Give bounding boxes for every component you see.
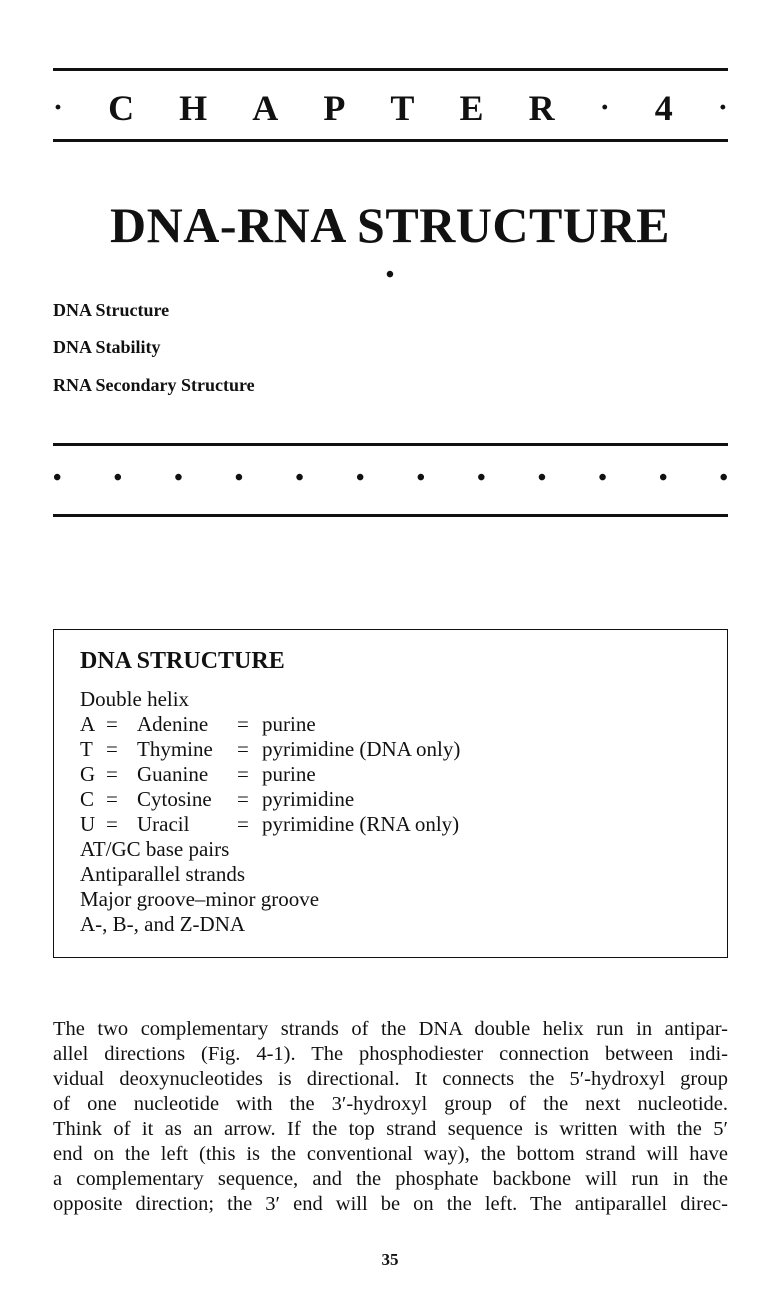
paragraph-line: of one nucleotide with the 3′-hydroxyl group of the next nucleotide.: [53, 1093, 728, 1115]
summary-note: A-, B-, and Z-DNA: [80, 912, 246, 936]
equals-sign: =: [237, 762, 249, 786]
base-letter: G: [80, 762, 96, 786]
equals-sign: =: [106, 737, 118, 761]
base-name: Adenine: [137, 712, 209, 736]
base-name: Uracil: [137, 812, 190, 836]
separator-top-rule: [53, 443, 728, 446]
base-type: pyrimidine: [262, 787, 355, 811]
paragraph-line: Think of it as an arrow. If the top strand sequence is written with the 5′: [53, 1118, 728, 1140]
paragraph-line: vidual deoxynucleotides is directional. It connects the 5′-hydroxyl group: [53, 1068, 728, 1090]
separator-dot: •: [719, 464, 728, 491]
chapter-char: P: [323, 88, 346, 128]
summary-note: Antiparallel strands: [80, 862, 246, 886]
chapter-char: C: [108, 88, 135, 128]
separator-dot: •: [537, 464, 547, 491]
base-letter: U: [80, 812, 96, 836]
chapter-number: 4: [654, 88, 673, 128]
separator-bottom-rule: [53, 514, 728, 517]
chapter-char: R: [528, 88, 555, 128]
equals-sign: =: [237, 737, 249, 761]
chapter-char: T: [390, 88, 415, 128]
separator-dot: •: [174, 464, 183, 491]
separator-dot: •: [416, 464, 425, 491]
equals-sign: =: [237, 787, 249, 811]
summary-note: AT/GC base pairs: [80, 837, 230, 861]
base-name: Cytosine: [137, 787, 212, 811]
topic-item: DNA Stability: [53, 337, 161, 357]
summary-intro: Double helix: [80, 687, 190, 711]
chapter-char: H: [179, 88, 208, 128]
separator-dot: •: [295, 464, 304, 491]
paragraph-line: end on the left (this is the conventional way), the bottom strand will have: [53, 1143, 728, 1165]
base-type: pyrimidine (RNA only): [262, 812, 460, 836]
equals-sign: =: [237, 712, 249, 736]
chapter-bottom-rule: [53, 139, 728, 142]
separator-dots: [53, 462, 728, 494]
equals-sign: =: [237, 812, 249, 836]
separator-dot: •: [658, 464, 668, 491]
chapter-char: ·: [717, 91, 728, 124]
body-paragraph: [53, 1018, 728, 1218]
chapter-char: E: [459, 88, 484, 128]
base-type: pyrimidine (DNA only): [262, 737, 461, 761]
equals-sign: =: [106, 787, 118, 811]
base-type: purine: [262, 762, 316, 786]
base-name: Guanine: [137, 762, 209, 786]
page-number: 35: [381, 1250, 399, 1269]
separator-dot: •: [53, 464, 62, 491]
equals-sign: =: [106, 812, 118, 836]
separator-dot: •: [477, 464, 486, 491]
paragraph-line: allel directions (Fig. 4-1). The phosphodiester connection between indi-: [53, 1043, 728, 1065]
paragraph-line: a complementary sequence, and the phosphate backbone will run in the: [53, 1168, 728, 1190]
chapter-char: ·: [599, 91, 610, 124]
separator-dot: •: [234, 464, 244, 491]
separator-dot: •: [355, 464, 365, 491]
separator-dot: •: [598, 464, 607, 491]
topic-item: RNA Secondary Structure: [53, 375, 255, 395]
title-bullet: •: [385, 262, 395, 288]
paragraph-line: opposite direction; the 3′ end will be on the left. The antiparallel direc-: [53, 1193, 728, 1215]
chapter-top-rule: [53, 68, 728, 71]
equals-sign: =: [106, 712, 118, 736]
base-letter: T: [80, 737, 93, 761]
base-name: Thymine: [137, 737, 213, 761]
topic-item: DNA Structure: [53, 300, 170, 320]
chapter-char: A: [252, 88, 279, 128]
base-type: purine: [262, 712, 316, 736]
chapter-heading: [53, 85, 728, 131]
chapter-char: ·: [53, 91, 64, 124]
paragraph-line: The two complementary strands of the DNA double helix run in antipar-: [53, 1018, 728, 1040]
summary-box: [53, 629, 728, 958]
summary-box-title: DNA STRUCTURE: [80, 648, 285, 674]
equals-sign: =: [106, 762, 118, 786]
summary-note: Major groove–minor groove: [80, 887, 320, 911]
separator-dot: •: [113, 464, 122, 491]
chapter-title: DNA-RNA STRUCTURE: [110, 197, 670, 253]
base-letter: C: [80, 787, 95, 811]
base-letter: A: [80, 712, 96, 736]
